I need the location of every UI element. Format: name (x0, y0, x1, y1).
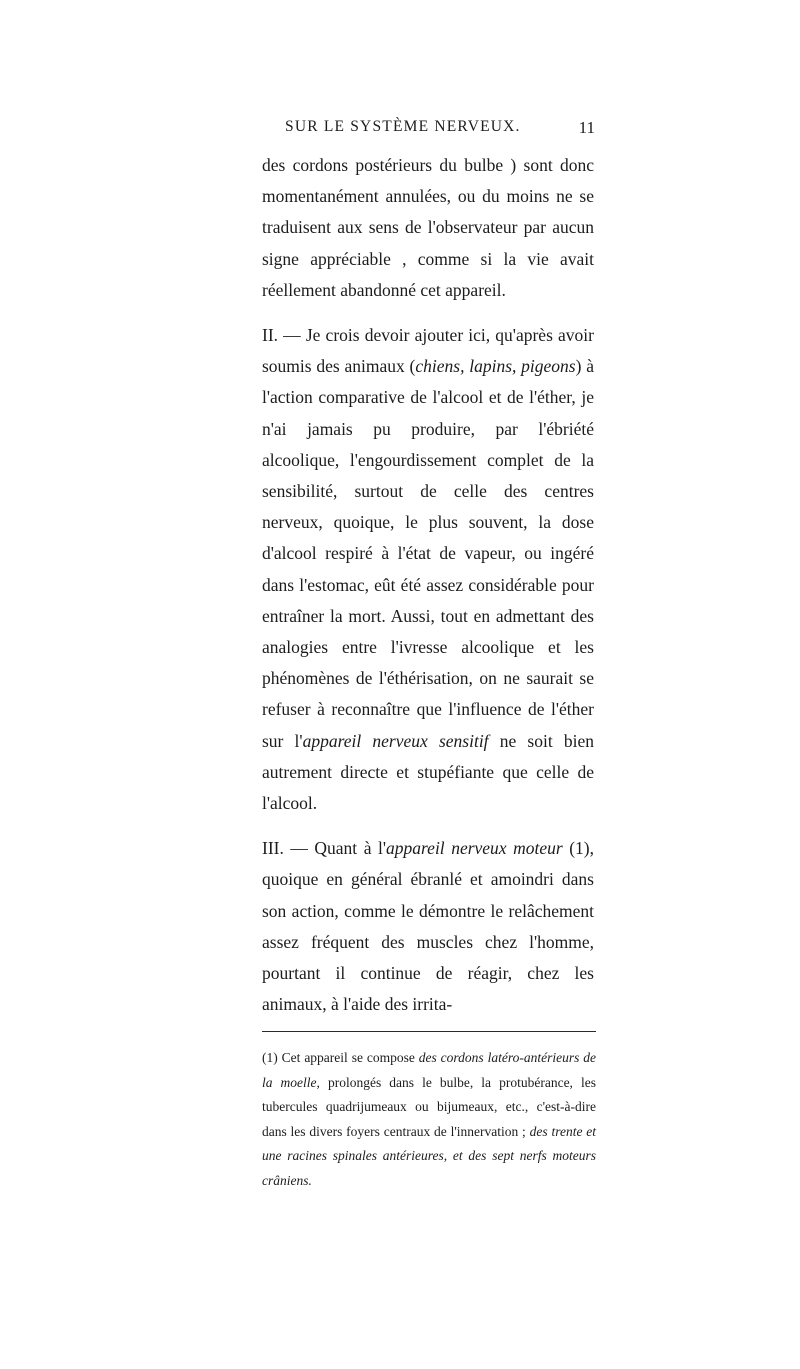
text-run: (1) Cet appareil se compose (262, 1050, 419, 1065)
footnote-separator (262, 1031, 596, 1032)
text-run: II. — Je crois devoir ajouter ici, qu'après avoir soumis des animaux ( (262, 325, 594, 377)
text-run: des cordons postérieurs du bulbe ) sont donc momentanément annulées, ou du moins ne se traduisent aux sens de l'observateur par aucun signe appréciable , comme si la vie avait réellement abandonné cet appareil. (262, 155, 594, 300)
footnote (262, 1046, 596, 1193)
paragraph-2 (262, 320, 594, 819)
page-number: 11 (578, 118, 595, 137)
italic-run: des trente et une racines spinales antérieures, et des sept nerfs moteurs crâniens. (262, 1123, 596, 1188)
text-run: (1), quoique en général ébranlé et amoindri dans son action, comme le démontre le relâchement assez fréquent des muscles chez l'homme, pourtant il continue de réagir, chez les animaux, à l'aide des irrita- (262, 838, 594, 1015)
italic-run: des cordons latéro-antérieurs de la moelle, (262, 1050, 596, 1090)
italic-run: appareil nerveux moteur (386, 838, 563, 859)
italic-run: chiens, lapins, pigeons (415, 356, 576, 377)
text-run: III. — Quant à l' (262, 838, 387, 859)
running-title: SUR LE SYSTÈME NERVEUX. (285, 118, 521, 135)
text-run: ) à l'action comparative de l'alcool et de l'éther, je n'ai jamais pu produire, par l'ébriété alcoolique, l'engourdissement complet de la sensibilité, surtout de celle des centres nerveux, quoique, le plus souvent, la dose d'alcool respiré à l'état de vapeur, ou ingéré dans l'estomac, eût été assez considérable pour entraîner la mort. Aussi, tout en admettant des analogies entre l'ivresse alcoolique et les phénomènes de l'éthérisation, on ne saurait se refuser à reconnaître que l'influence de l'éther sur l' (262, 356, 594, 751)
page-header (205, 118, 595, 142)
body-text (262, 150, 594, 1020)
paragraph-1 (262, 150, 594, 306)
footnote-text (262, 1046, 596, 1193)
paragraph-3 (262, 833, 594, 1020)
text-run: ne soit bien autrement directe et stupéfiante que celle de l'alcool. (262, 730, 594, 814)
text-run: prolongés dans le bulbe, la protubérance, les tubercules quadrijumeaux ou bijumeaux, etc., c'est-à-dire dans les divers foyers centraux de l'innervation ; (262, 1074, 596, 1139)
italic-run: appareil nerveux sensitif (302, 730, 489, 751)
